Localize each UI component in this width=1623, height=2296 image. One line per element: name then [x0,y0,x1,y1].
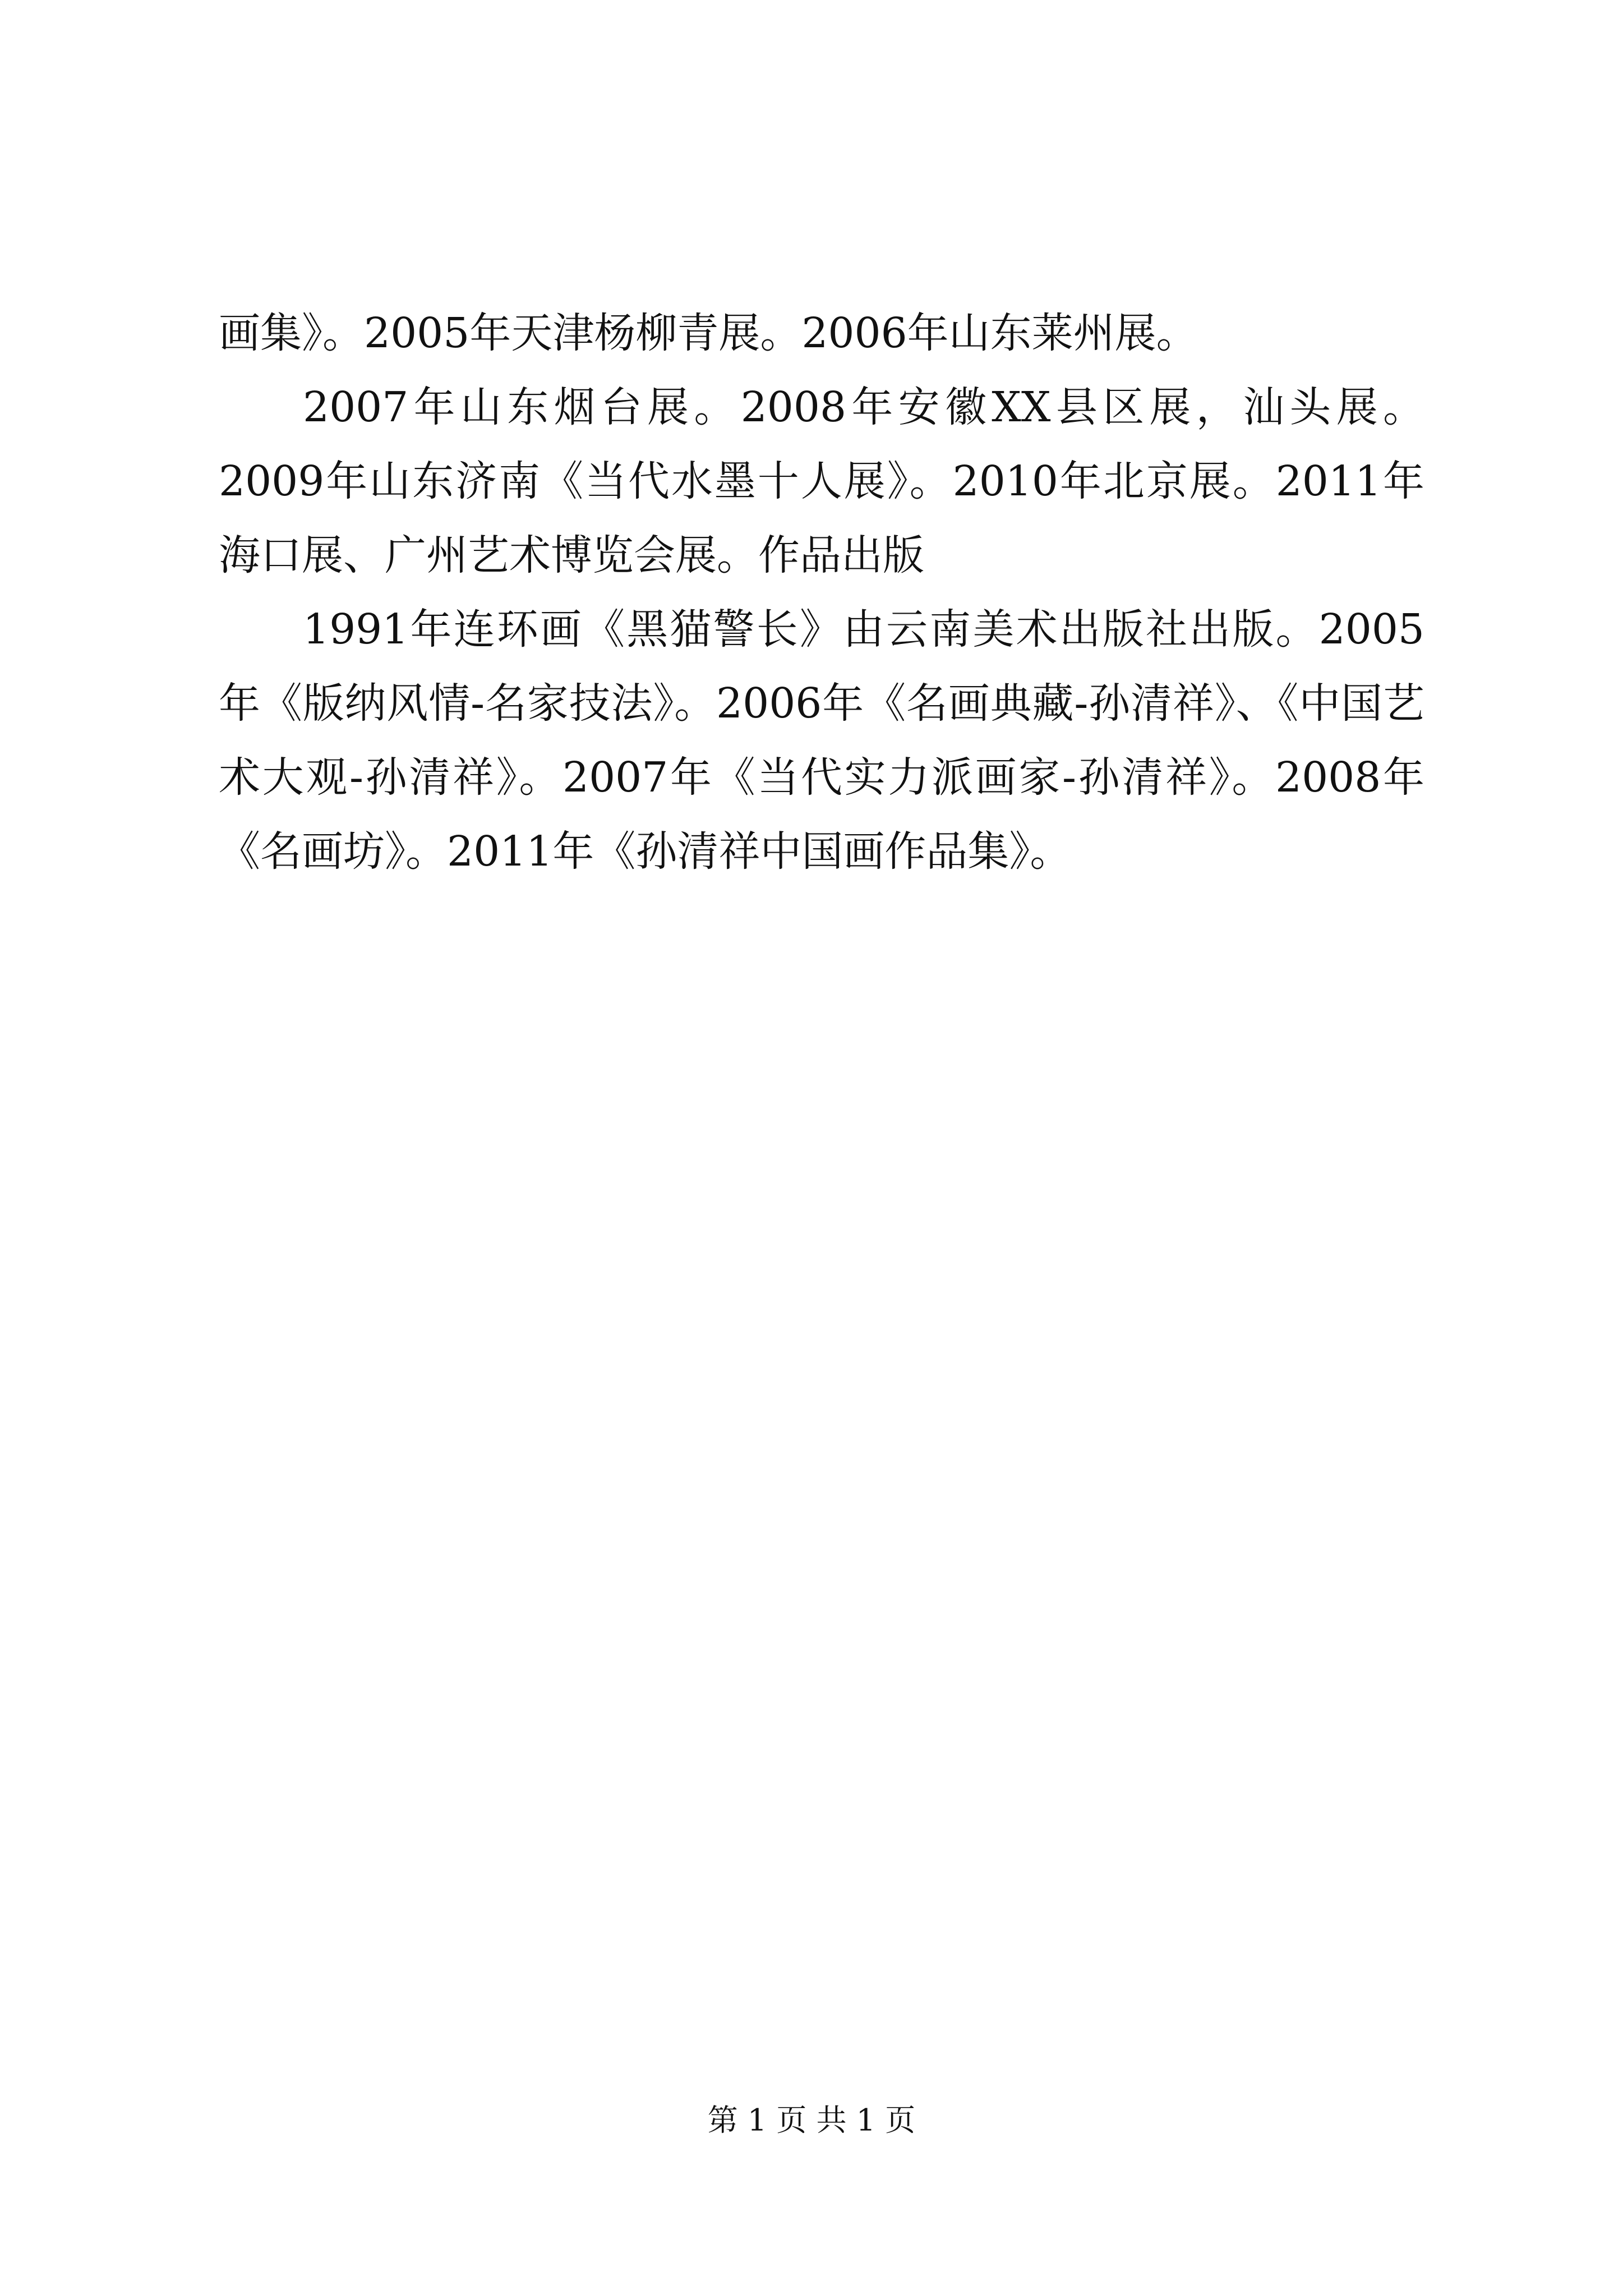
paragraph-exhibitions-2007-2011: 2007年山东烟台展。2008年安徽XX县区展，汕头展。2009年山东济南《当代水墨十人展》。2010年北京展。2011年海口展、广州艺术博览会展。作品出版 [219,383,1424,579]
page-footer: 第 1 页 共 1 页 [707,2102,916,2138]
paragraph-publications: 1991年连环画《黑猫警长》由云南美术出版社出版。2005年《版纳风情-名家技法》。2006年《名画典藏-孙清祥》、《中国艺术大观-孙清祥》。2007年《当代实力派画家-孙清祥》。2008年《名画坊》。2011年《孙清祥中国画作品集》。 [219,605,1424,876]
paragraph-exhibitions-continued: 画集》。2005年天津杨柳青展。2006年山东莱州展。 [219,309,1198,357]
document-body [219,296,1424,889]
